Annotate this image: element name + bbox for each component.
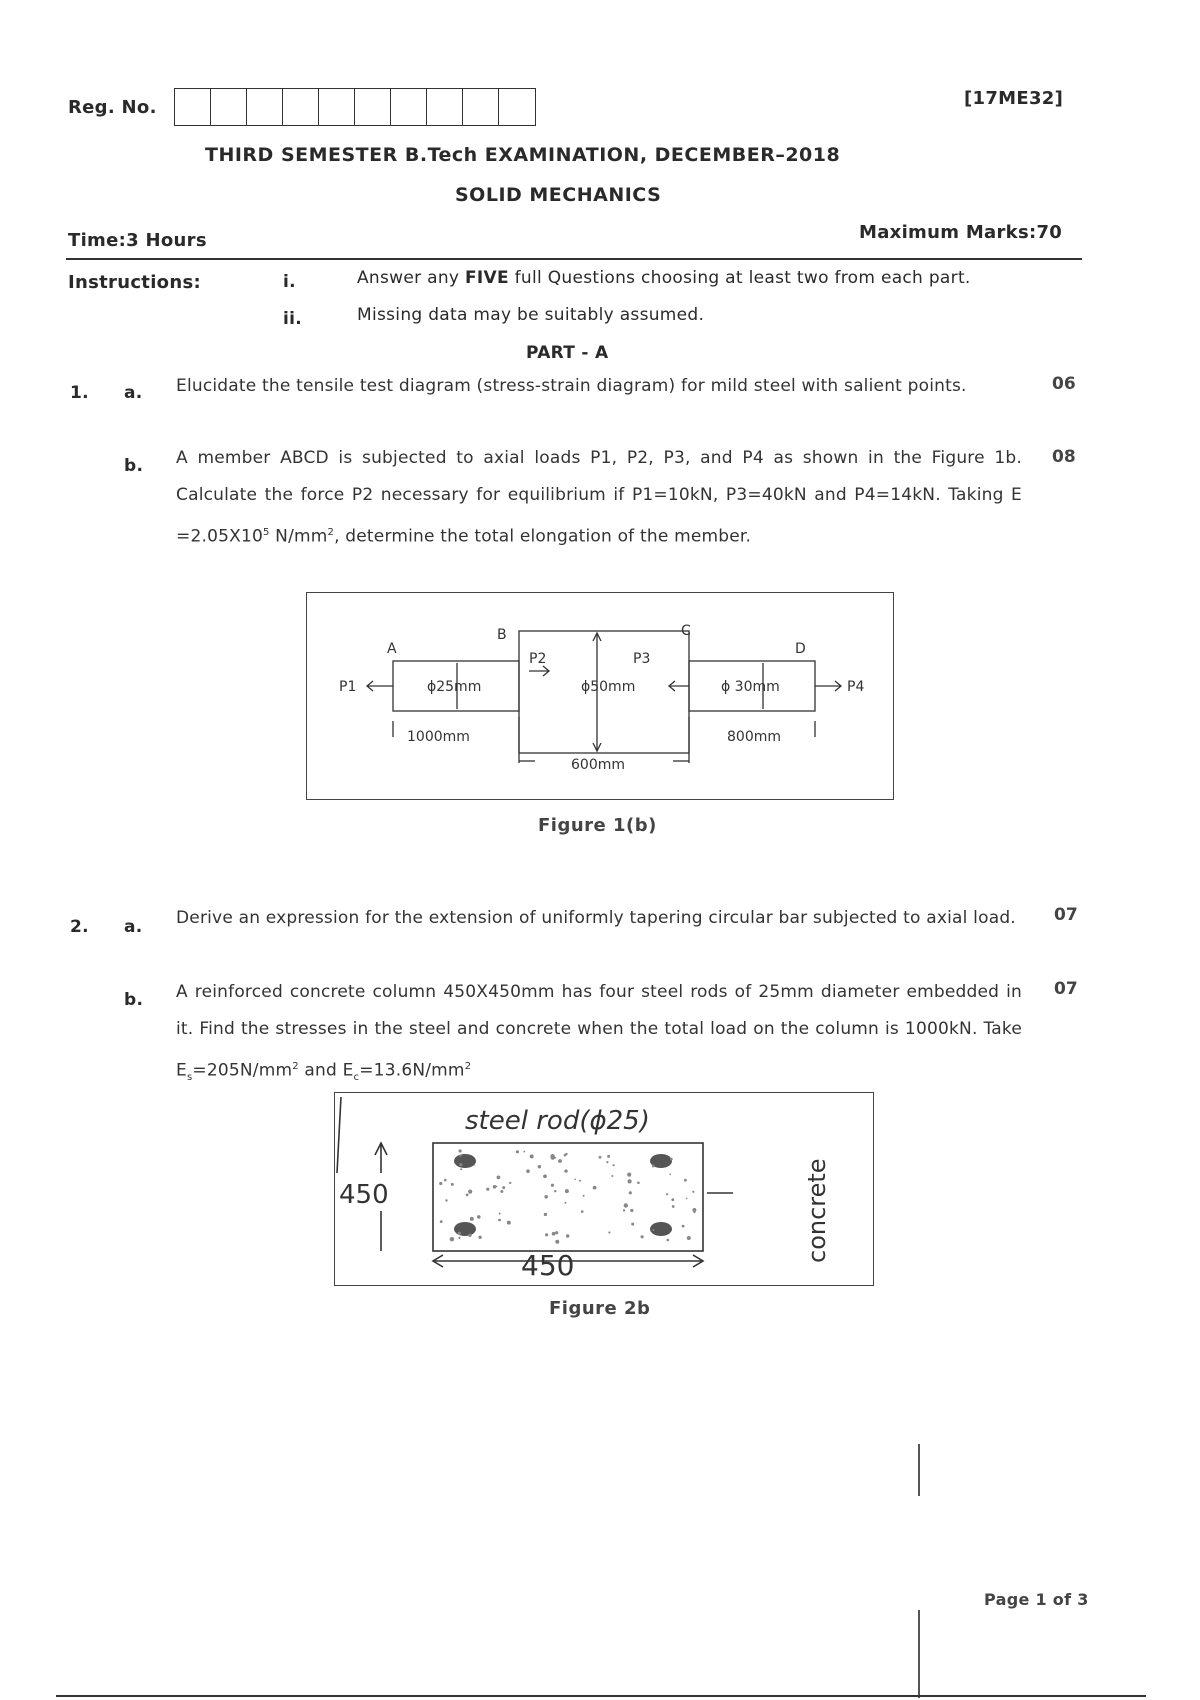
fig1-label-a: A <box>387 641 397 657</box>
fig2-label-concrete: concrete <box>803 1158 831 1263</box>
reg-no-box[interactable] <box>391 89 427 125</box>
concrete-speckle <box>451 1183 454 1186</box>
concrete-speckle <box>496 1186 498 1188</box>
concrete-speckle <box>523 1151 525 1153</box>
figure-2b-caption: Figure 2b <box>549 1298 651 1319</box>
concrete-speckle <box>669 1174 671 1176</box>
exam-title: THIRD SEMESTER B.Tech EXAMINATION, DECEMBER–2018 <box>205 144 841 166</box>
concrete-speckle <box>564 1169 567 1172</box>
concrete-speckle <box>544 1195 548 1199</box>
concrete-speckle <box>624 1203 628 1207</box>
reg-no-box[interactable] <box>427 89 463 125</box>
max-marks: Maximum Marks:70 <box>859 222 1063 243</box>
concrete-speckle <box>652 1229 654 1231</box>
question-1b-label: b. <box>124 456 144 476</box>
instruction-num-1: i. <box>283 272 296 292</box>
part-a-heading: PART - A <box>526 343 609 363</box>
concrete-speckle <box>672 1205 675 1208</box>
concrete-speckle <box>606 1161 608 1163</box>
fig1-label-c: C <box>681 623 691 639</box>
concrete-speckle <box>554 1190 556 1192</box>
fig2-label-side: 450 <box>339 1180 389 1210</box>
concrete-speckle <box>692 1191 694 1193</box>
concrete-speckle <box>486 1188 489 1191</box>
concrete-speckle <box>564 1154 567 1157</box>
header-rule <box>66 258 1082 260</box>
figure-2b <box>334 1092 874 1286</box>
concrete-speckle <box>500 1190 503 1193</box>
concrete-speckle <box>565 1189 569 1193</box>
concrete-speckle <box>652 1165 655 1168</box>
concrete-speckle <box>497 1176 501 1180</box>
fig1-len-2: 600mm <box>571 757 625 773</box>
instructions-label: Instructions: <box>68 272 201 293</box>
concrete-speckle <box>684 1179 687 1182</box>
question-2b-marks: 07 <box>1054 979 1078 999</box>
question-2b-text: A reinforced concrete column 450X450mm has four steel rods of 25mm diameter embedded in it. Find the stresses in the steel and concrete when the total load on the column is 1000kN. Take $E_s=205N/mm^2$ and $E_c=13.6N/mm^2$ <box>176 982 1022 1084</box>
footer-rule <box>56 1695 1146 1697</box>
concrete-speckle <box>694 1211 696 1213</box>
concrete-speckle <box>458 1237 460 1239</box>
concrete-speckle <box>666 1193 668 1195</box>
concrete-speckle <box>499 1213 501 1215</box>
margin-mark-bottom <box>918 1610 920 1698</box>
concrete-speckle <box>458 1232 461 1235</box>
concrete-speckle <box>670 1158 673 1161</box>
concrete-speckle <box>565 1202 567 1204</box>
concrete-speckle <box>444 1179 447 1182</box>
subject-title: SOLID MECHANICS <box>455 184 662 206</box>
question-2a-label: a. <box>124 917 143 937</box>
instruction-1: Answer any FIVE full Questions choosing at least two from each part. <box>357 268 971 288</box>
reg-no-boxes[interactable] <box>174 88 536 126</box>
question-2b-label: b. <box>124 990 144 1010</box>
concrete-speckle <box>629 1191 632 1194</box>
margin-mark <box>918 1444 920 1496</box>
fig1-len-1: 1000mm <box>407 729 470 745</box>
fig1-label-b: B <box>497 627 507 643</box>
fig1-len-3: 800mm <box>727 729 781 745</box>
concrete-speckle <box>466 1194 469 1197</box>
question-2-num: 2. <box>70 917 89 937</box>
reg-no-label: Reg. No. <box>68 97 157 118</box>
concrete-speckle <box>474 1164 476 1166</box>
concrete-speckle <box>550 1154 554 1158</box>
question-1-num: 1. <box>70 383 89 403</box>
question-2a-marks: 07 <box>1054 905 1078 925</box>
figure-1b <box>306 592 894 800</box>
concrete-speckle <box>502 1186 505 1189</box>
concrete-speckle <box>558 1159 562 1163</box>
concrete-speckle <box>459 1155 461 1157</box>
concrete-speckle <box>526 1169 530 1173</box>
concrete-speckle <box>687 1236 691 1240</box>
concrete-speckle <box>682 1225 685 1228</box>
time-label: Time:3 Hours <box>68 230 207 251</box>
concrete-speckle <box>611 1175 613 1177</box>
concrete-speckle <box>460 1168 462 1170</box>
reg-no-box[interactable] <box>211 89 247 125</box>
concrete-speckle <box>530 1154 534 1158</box>
concrete-speckle <box>581 1210 584 1213</box>
fig1-label-p3: P3 <box>633 651 651 667</box>
reg-no-box[interactable] <box>175 89 211 125</box>
fig1-dia-3: ϕ 30mm <box>721 679 780 695</box>
fig1-label-p2: P2 <box>529 651 547 667</box>
concrete-speckle <box>551 1184 554 1187</box>
figure-1b-drawing <box>307 593 893 799</box>
concrete-speckle <box>641 1235 644 1238</box>
question-1b-text: A member ABCD is subjected to axial loads P1, P2, P3, and P4 as shown in the Figure 1b. Calculate the force P2 necessary for equilibrium if P1=10kN, P3=40kN and P4=14kN. Taking $E =2.05X10^5$ $N/mm^2$, determine the total elongation of the member. <box>176 448 1022 547</box>
concrete-speckle <box>637 1182 640 1185</box>
instruction-num-2: ii. <box>283 309 303 329</box>
concrete-speckle <box>507 1221 511 1225</box>
concrete-speckle <box>545 1233 548 1236</box>
reg-no-box[interactable] <box>463 89 499 125</box>
concrete-speckle <box>450 1237 454 1241</box>
concrete-speckle <box>627 1173 631 1177</box>
fig1-label-p1: P1 <box>339 679 357 695</box>
concrete-speckle <box>477 1215 481 1219</box>
concrete-speckle <box>555 1231 558 1234</box>
figure-1b-caption: Figure 1(b) <box>538 815 657 836</box>
concrete-speckle <box>543 1174 547 1178</box>
course-code: [17ME32] <box>964 88 1064 109</box>
instruction-2: Missing data may be suitably assumed. <box>357 305 705 325</box>
concrete-speckle <box>686 1198 688 1200</box>
concrete-speckle <box>468 1234 471 1237</box>
concrete-speckle <box>593 1186 597 1190</box>
concrete-speckle <box>478 1236 481 1239</box>
fig1-dia-2: ϕ50mm <box>581 679 636 695</box>
concrete-speckle <box>607 1155 610 1158</box>
concrete-speckle <box>552 1232 556 1236</box>
concrete-speckle <box>613 1164 615 1166</box>
fig2-label-bottom: 450 <box>521 1249 575 1282</box>
concrete-speckle <box>671 1198 674 1201</box>
concrete-speckle <box>445 1199 447 1201</box>
concrete-speckle <box>579 1180 581 1182</box>
concrete-speckle <box>574 1178 576 1180</box>
question-1a-text: Elucidate the tensile test diagram (stress-strain diagram) for mild steel with salient points. <box>176 376 967 396</box>
concrete-speckle <box>493 1185 497 1189</box>
concrete-speckle <box>667 1239 670 1242</box>
concrete-speckle <box>623 1209 625 1211</box>
reg-no-box[interactable] <box>283 89 319 125</box>
fig1-label-p4: P4 <box>847 679 865 695</box>
question-2a-text: Derive an expression for the extension of uniformly tapering circular bar subjected to axial load. <box>176 908 1016 928</box>
reg-no-box[interactable] <box>319 89 355 125</box>
concrete-speckle <box>516 1150 519 1153</box>
concrete-speckle <box>630 1209 633 1212</box>
concrete-speckle <box>459 1149 462 1152</box>
concrete-speckle <box>544 1213 547 1216</box>
question-1b-marks: 08 <box>1052 447 1076 467</box>
concrete-speckle <box>566 1234 569 1237</box>
fig2-label-rod: steel rod(ϕ25) <box>465 1106 650 1136</box>
concrete-speckle <box>470 1217 474 1221</box>
fig1-dia-1: ϕ25mm <box>427 679 482 695</box>
concrete-speckle <box>440 1220 443 1223</box>
reg-no-box[interactable] <box>499 89 535 125</box>
concrete-speckle <box>459 1163 462 1166</box>
concrete-speckle <box>439 1182 442 1185</box>
concrete-speckle <box>631 1223 634 1226</box>
concrete-speckle <box>538 1165 541 1168</box>
concrete-speckle <box>628 1179 632 1183</box>
reg-no-box[interactable] <box>247 89 283 125</box>
concrete-speckle <box>498 1219 500 1221</box>
page-number: Page 1 of 3 <box>984 1590 1089 1609</box>
concrete-speckle <box>608 1231 610 1233</box>
fig1-label-d: D <box>795 641 806 657</box>
concrete-speckle <box>509 1182 511 1184</box>
figure-2b-drawing <box>335 1093 873 1285</box>
concrete-speckle <box>583 1195 585 1197</box>
question-1a-label: a. <box>124 383 143 403</box>
concrete-speckle <box>599 1156 602 1159</box>
concrete-speckle <box>468 1190 472 1194</box>
reg-no-box[interactable] <box>355 89 391 125</box>
question-1a-marks: 06 <box>1052 374 1076 394</box>
concrete-speckle <box>555 1240 559 1244</box>
